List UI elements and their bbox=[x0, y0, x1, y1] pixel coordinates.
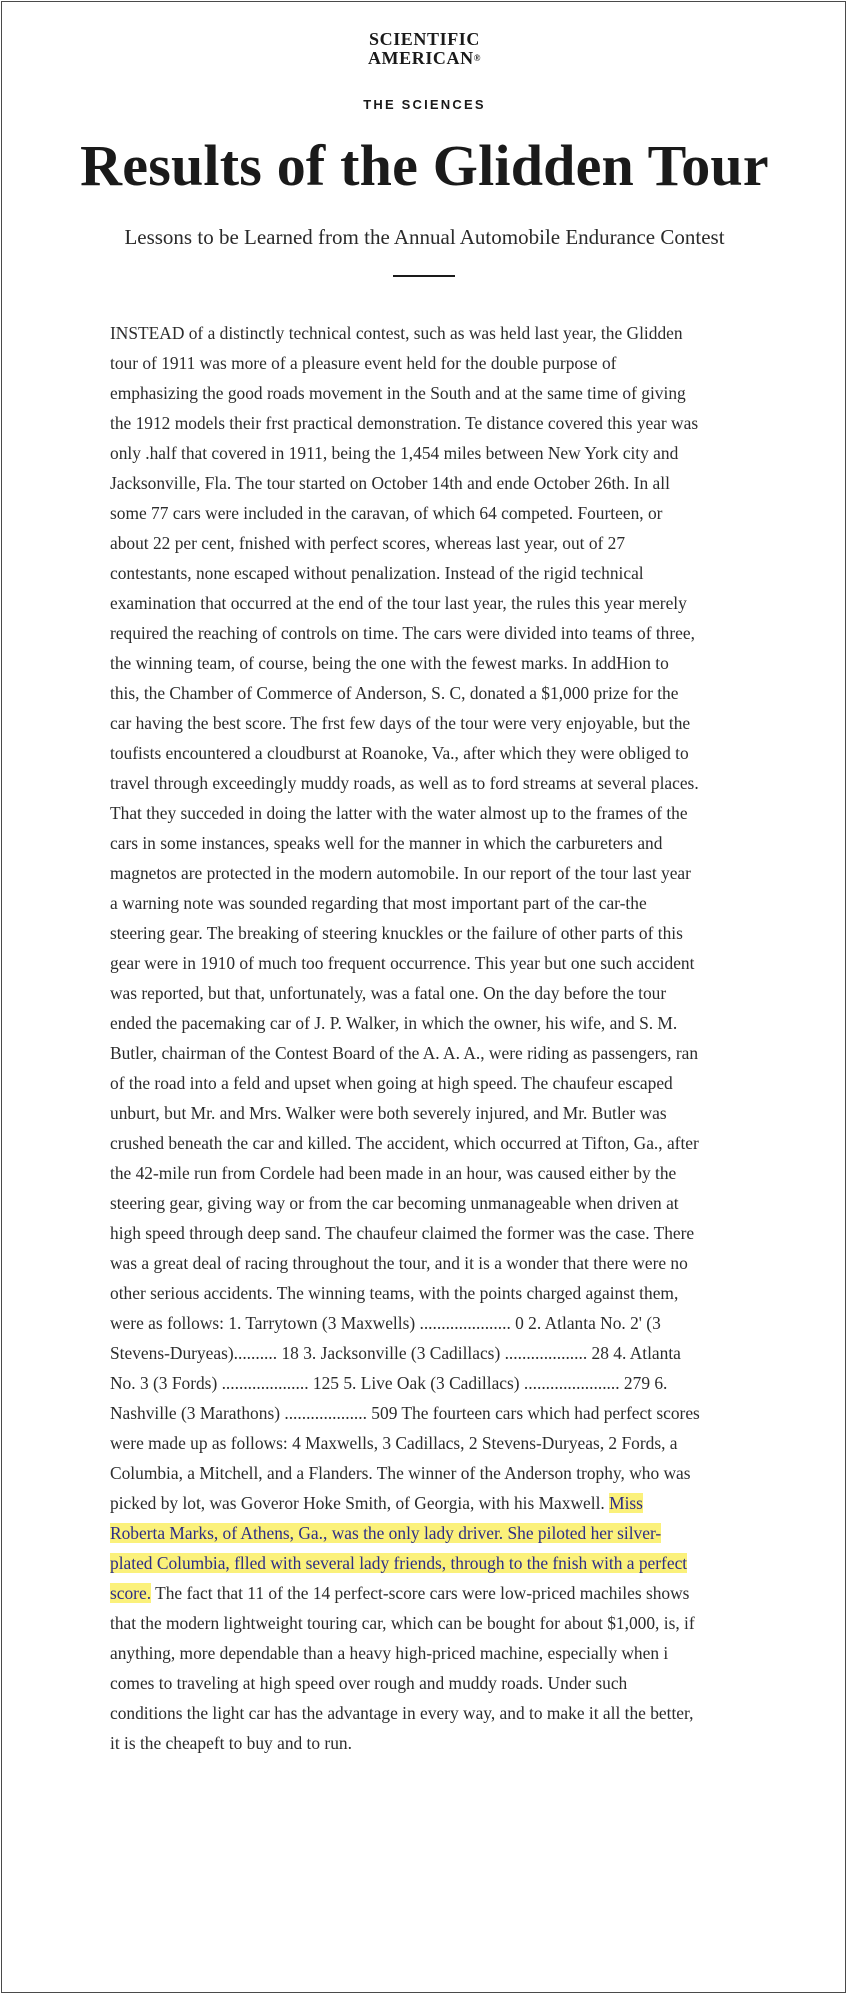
body-text-before: INSTEAD of a distinctly technical contest, such as was held last year, the Glidden tour of 1911 was more of a pleasure event held for the double purpose of emphasizing the good roads movement in the South and at the same time of giving the 1912 models their frst practical demonstration. Te distance covered this year was only .half that covered in 1911, being the 1,454 miles between New York city and Jacksonville, Fla. The tour started on October 14th and ende October 26th. In all some 77 cars were included in the caravan, of which 64 competed. Fourteen, or about 22 per cent, fnished with perfect scores, whereas last year, out of 27 contestants, none escaped without penalization. Instead of the rigid technical examination that occurred at the end of the tour last year, the rules this year merely required the reaching of controls on time. The cars were divided into teams of three, the winning team, of course, being the one with the fewest marks. In addHion to this, the Chamber of Commerce of Anderson, S. C, donated a $1,000 prize for the car having the best score. The frst few days of the tour were very enjoyable, but the toufists encountered a cloudburst at Roanoke, Va., after which they were obliged to travel through exceedingly muddy roads, as well as to ford streams at several places. That they succeded in doing the latter with the water almost up to the frames of the cars in some instances, speaks well for the manner in which the carbureters and magnetos are protected in the modern automobile. In our report of the tour last year a warning note was sounded regarding that most important part of the car-the steering gear. The breaking of steering knuckles or the failure of other parts of this gear were in 1910 of much too frequent occurrence. This year but one such accident was reported, but that, unfortunately, was a fatal one. On the day before the tour ended the pacemaking car of J. P. Walker, in which the owner, his wife, and S. M. Butler, chairman of the Contest Board of the A. A. A., were riding as passengers, ran of the road into a feld and upset when going at high speed. The chaufeur escaped unburt, but Mr. and Mrs. Walker were both severely injured, and Mr. Butler was crushed beneath the car and killed. The accident, which occurred at Tifton, Ga., after the 42-mile run from Cordele had been made in an hour, was caused either by the steering gear, giving way or from the car becoming unmanageable when driven at high speed through deep sand. The chaufeur claimed the former was the case. There was a great deal of racing throughout the tour, and it is a wonder that there were no other serious accidents. The winning teams, with the points charged against them, were as follows: 1. Tarrytown (3 Maxwells) ..................... 0 2. Atlanta No. 2' (3 Stevens-Duryeas).......... 18 3. Jacksonville (3 Cadillacs) ................... 28 4. Atlanta No. 3 (3 Fords) .................... 125 5. Live Oak (3 Cadillacs) ...................... 279 6. Nashville (3 Marathons) ................... 509 The fourteen cars which had perfect scores were made up as follows: 4 Maxwells, 3 Cadillacs, 2 Stevens-Duryeas, 2 Fords, a Columbia, a Mitchell, and a Flanders. The winner of the Anderson trophy, who was picked by lot, was Goveror Hoke Smith, of Georgia, with his Maxwell. bbox=[110, 323, 700, 1513]
section-label[interactable]: THE SCIENCES bbox=[363, 97, 486, 112]
registered-mark: ® bbox=[473, 53, 482, 63]
body-text-after: The fact that 11 of the 14 perfect-score cars were low-priced machiles shows that the modern lightweight touring car, which can be bought for about $1,000, is, if anything, more dependable than a heavy high-priced machine, especially when i comes to traveling at high speed over rough and muddy roads. Under such conditions the light car has the advantage in every way, and to make it all the better, it is the cheapeft to buy and to run. bbox=[110, 1583, 695, 1753]
title-divider bbox=[393, 275, 455, 277]
logo-line-1: SCIENTIFIC bbox=[368, 29, 481, 49]
highlighted-passage: Miss Roberta Marks, of Athens, Ga., was the only lady driver. She piloted her silver-plated Columbia, flled with several lady friends, through to the fnish with a perfect score. bbox=[110, 1493, 688, 1603]
article-body bbox=[110, 318, 702, 1758]
logo-line-2: AMERICAN bbox=[367, 48, 474, 68]
article-subtitle: Lessons to be Learned from the Annual Automobile Endurance Contest bbox=[124, 225, 725, 249]
scientific-american-logo[interactable] bbox=[0, 30, 849, 68]
article-title: Results of the Glidden Tour bbox=[80, 133, 769, 198]
